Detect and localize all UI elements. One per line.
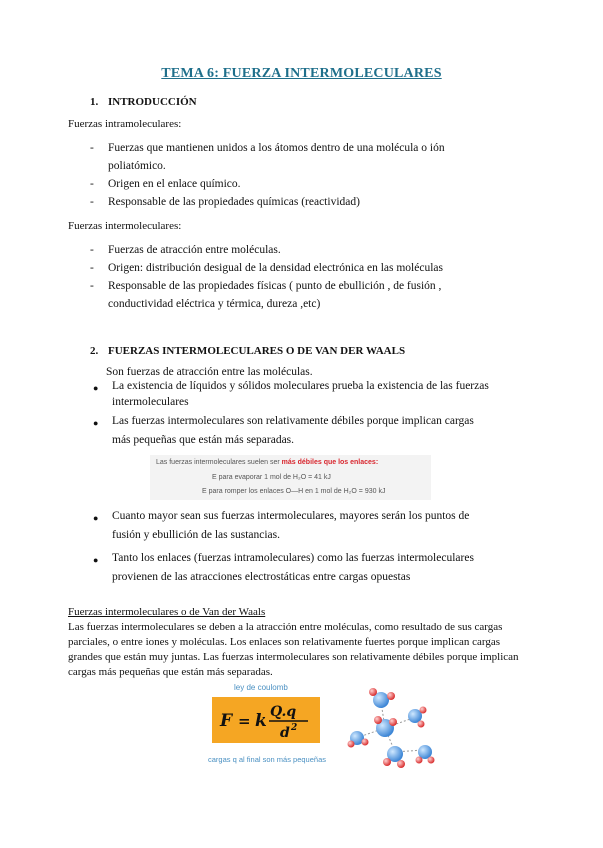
bullet-text: Las fuerzas intermoleculares son relativamente débiles porque implican cargas — [112, 415, 474, 427]
svg-text:2: 2 — [291, 723, 298, 733]
svg-text:=: = — [238, 712, 251, 730]
bullet-text: Tanto los enlaces (fuerzas intramoleculares) como las fuerzas intermoleculares — [112, 552, 474, 564]
vdw-line: grandes que están muy juntas. Las fuerzas intermoleculares son relativamente débiles porque implican — [68, 651, 519, 663]
bullet-icon: ● — [93, 555, 99, 565]
bullet-icon: ● — [93, 513, 99, 523]
svg-text:d: d — [280, 725, 290, 741]
svg-text:Q.q: Q.q — [270, 704, 297, 720]
formula-caption-bottom: cargas q al final son más pequeñas — [208, 755, 326, 764]
bullet-text: intermoleculares — [112, 396, 189, 408]
formula-box — [212, 697, 320, 743]
bullet-text: La existencia de líquidos y sólidos moleculares prueba la existencia de las fuerzas — [112, 380, 489, 392]
vdw-line: Las fuerzas intermoleculares se deben a la atracción entre moléculas, como resultado de sus cargas — [68, 621, 503, 633]
page-title: TEMA 6: FUERZA INTERMOLECULARES — [161, 66, 442, 81]
vdw-line: cargas más pequeñas que están más separadas. — [68, 666, 273, 678]
bullet-text: Cuanto mayor sean sus fuerzas intermoleculares, mayores serán los puntos de — [112, 510, 470, 522]
section2-intro: Son fuerzas de atracción entre las moléculas. — [106, 366, 313, 378]
section1-heading: INTRODUCCIÓN — [108, 96, 197, 108]
vdw-heading: Fuerzas intermoleculares o de Van der Waals — [68, 606, 266, 618]
section2-heading: FUERZAS INTERMOLECULARES O DE VAN DER WAALS — [108, 345, 406, 357]
bullet-text: fusión y ebullición de las sustancias. — [112, 529, 280, 541]
svg-text:F: F — [220, 711, 233, 731]
inter-label: Fuerzas intermoleculares: — [68, 220, 182, 232]
intra-label: Fuerzas intramoleculares: — [68, 118, 182, 130]
coulomb-formula — [212, 697, 320, 743]
water-molecules-illustration — [343, 682, 438, 774]
vdw-line: parciales, o entre iones y moléculas. Los enlaces son relativamente fuertes porque implican cargas — [68, 636, 500, 648]
bullet-icon: ● — [93, 383, 99, 393]
coulomb-formula-image — [208, 683, 348, 768]
section2-number: 2. — [90, 345, 99, 357]
bullet-text: más pequeñas que están más separadas. — [112, 434, 295, 446]
formula-caption-top: ley de coulomb — [234, 683, 288, 692]
bullet-text: provienen de las atracciones electrostáticas entre cargas opuestas — [112, 571, 411, 583]
energy-comparison-image: Las fuerzas intermoleculares suelen ser más débiles que los enlaces: E para evaporar 1 mol de H₂O = 41 kJ E para romper los enlaces O—H en 1 mol de H₂O = 930 kJ — [150, 455, 431, 500]
svg-text:k: k — [255, 711, 267, 731]
section1-number: 1. — [90, 96, 99, 108]
bullet-icon: ● — [93, 418, 99, 428]
